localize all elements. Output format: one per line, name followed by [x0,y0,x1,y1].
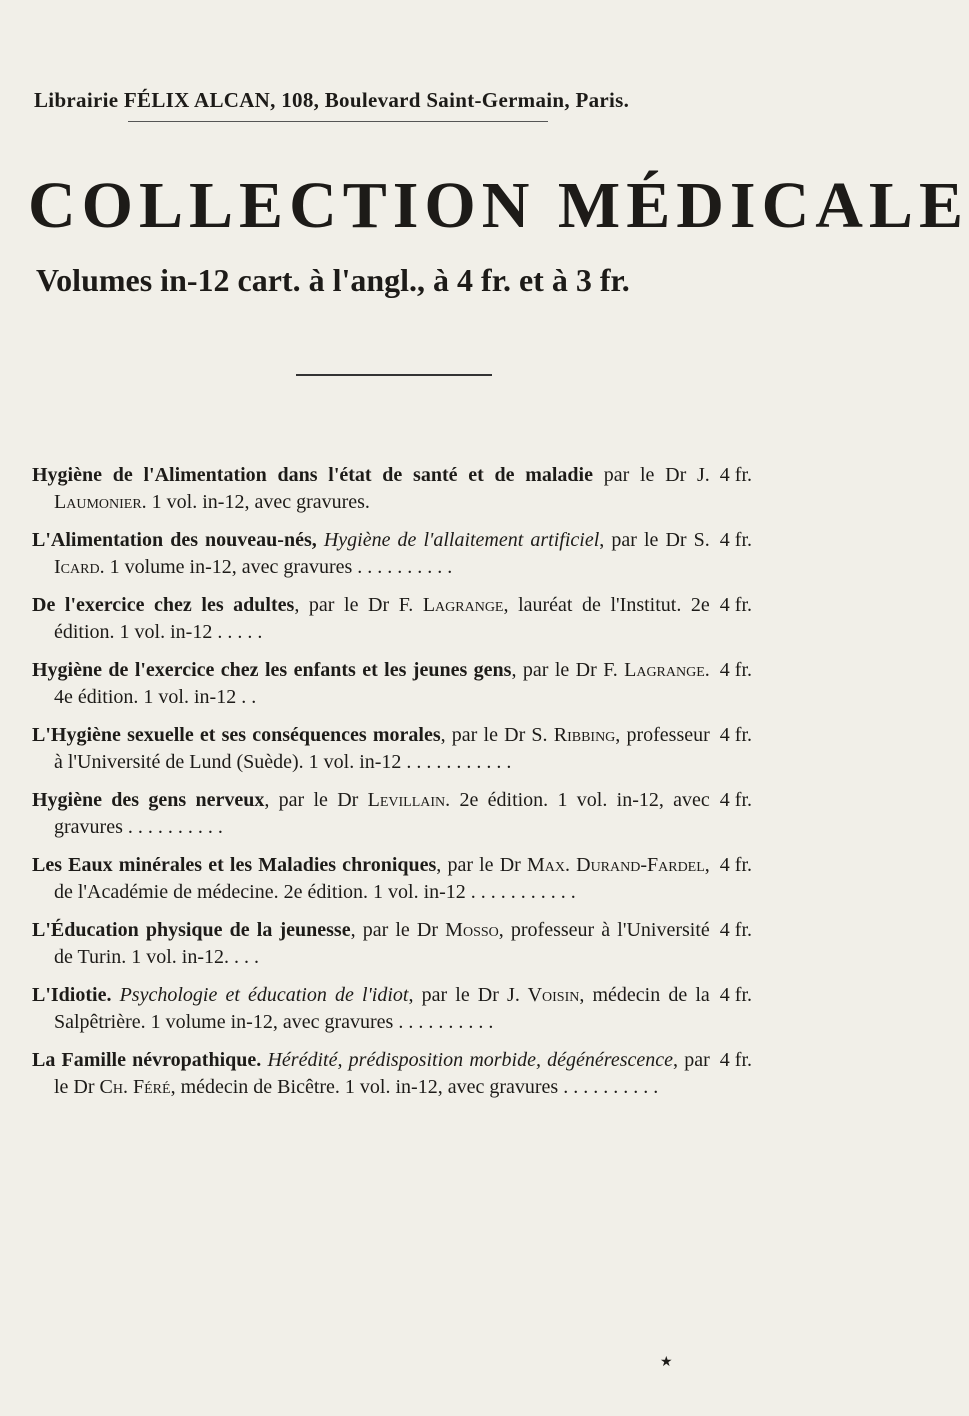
entry-subtitle: Psychologie et éducation de l'idiot [119,984,409,1006]
entry-title: Hygiène de l'exercice chez les enfants et les jeunes gens [32,659,512,681]
collection-title: COLLECTION MÉDICALE [28,169,969,242]
entry-text: par le Dr [592,464,697,486]
entry-text: , par le Dr [511,659,604,681]
entry-title: Les Eaux minérales et les Maladies chroniques [32,854,437,876]
entry-author: Max. Durand-Fardel [526,854,705,876]
entry-title: De l'exercice chez les adultes [32,594,295,616]
catalog-entry [32,722,752,776]
entry-text: . 1 volume in-12, avec gravures . . . . . . . . . . [99,556,453,578]
entry-text: , par le Dr [294,594,399,616]
entry-author: F. Lagrange [603,659,705,681]
entry-price: 4 fr. [719,1049,752,1071]
star-icon: ★ [660,1355,673,1370]
entry-title: La Famille névropathique. [32,1049,268,1071]
header-rule [128,121,548,122]
collection-subtitle: Volumes in-12 cart. à l'angl., à 4 fr. et à 3 fr. [36,262,630,298]
entry-title: L'Idiotie. [32,984,120,1006]
entry-text: , par le Dr [264,789,368,811]
entry-text: , médecin de la Salpêtrière. 1 volume in-12, avec gravures . . . . . . . . . . [54,984,710,1033]
catalog-entry [32,657,752,711]
entry-text: , par le Dr [408,984,508,1006]
entry-price: 4 fr. [719,464,752,486]
catalog-entry [32,982,752,1036]
catalog-entry [32,917,752,971]
entry-title: Hygiène des gens nerveux [32,789,265,811]
entry-title: L'Hygiène sexuelle et ses conséquences morales [32,724,441,746]
catalog-entry [32,527,752,581]
entry-price: 4 fr. [719,984,752,1006]
entry-text: , professeur à l'Université de Lund (Suède). 1 vol. in-12 . . . . . . . . . . . [54,724,710,773]
entry-author: J. Laumonier [54,464,710,513]
entry-title: L'Alimentation des nouveau-nés, [32,529,324,551]
entry-text: . 2e édition. 1 vol. in-12, avec gravures . . . . . . . . . . [54,789,710,838]
entry-subtitle: Hygiène de l'allaitement artificiel [323,529,600,551]
entry-author: Levillain [367,789,446,811]
entry-text: , par le Dr [599,529,694,551]
entry-subtitle: Hérédité, prédisposition morbide, dégénérescence [267,1049,674,1071]
entry-price: 4 fr. [719,854,752,876]
entry-price: 4 fr. [719,919,752,941]
catalog-entry [32,462,752,516]
entry-text: , par le Dr [440,724,532,746]
entry-author: S. Ribbing [531,724,616,746]
entry-author: S. Icard [54,529,710,578]
entry-text: , par le Dr [350,919,446,941]
catalog-entry [32,1047,752,1101]
entry-price: 4 fr. [719,529,752,551]
entry-price: 4 fr. [719,594,752,616]
entry-text: , par le Dr [436,854,527,876]
entry-text: . 1 vol. in-12, avec gravures. [141,491,370,513]
publisher-header: Librairie FÉLIX ALCAN, 108, Boulevard Saint-Germain, Paris. [34,88,630,112]
entry-title: L'Éducation physique de la jeunesse [32,919,351,941]
entry-text: . 4e édition. 1 vol. in-12 . . [54,659,710,708]
entry-price: 4 fr. [719,724,752,746]
catalog-entry [32,852,752,906]
entry-author: Ch. Féré [99,1076,171,1098]
entry-price: 4 fr. [719,789,752,811]
catalog-list [32,462,752,1112]
entry-text: , par le Dr [54,1049,710,1098]
entry-author: Mosso [445,919,499,941]
entry-price: 4 fr. [719,659,752,681]
entry-text: , professeur à l'Université de Turin. 1 vol. in-12. . . . [54,919,710,968]
entry-author: J. Voisin [507,984,580,1006]
section-divider [296,374,492,376]
entry-title: Hygiène de l'Alimentation dans l'état de santé et de maladie [32,464,593,486]
entry-text: , de l'Académie de médecine. 2e édition. 1 vol. in-12 . . . . . . . . . . . [54,854,710,903]
entry-text: , lauréat de l'Institut. 2e édition. 1 vol. in-12 . . . . . [54,594,710,643]
catalog-entry [32,592,752,646]
entry-text: , médecin de Bicêtre. 1 vol. in-12, avec gravures . . . . . . . . . . [170,1076,659,1098]
entry-author: F. Lagrange [398,594,504,616]
catalog-entry [32,787,752,841]
